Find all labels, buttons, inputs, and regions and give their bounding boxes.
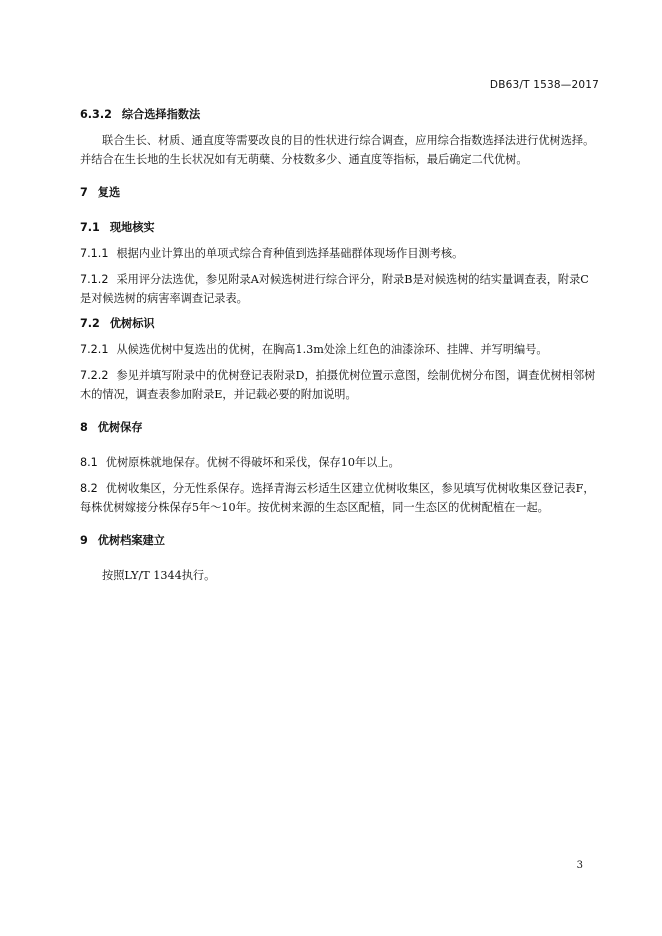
section-7-1-heading	[80, 218, 600, 237]
section-number: 9	[80, 534, 88, 547]
clause-text: 优树收集区，分无性系保存。选择青海云杉适生区建立优树收集区，参见填写优树收集区登记表F，每株优树嫁接分株保存5年～10年。按优树来源的生态区配植，同一生态区的优树配植在一起。	[80, 482, 595, 514]
section-9-body: 按照LY/T 1344执行。	[102, 569, 216, 582]
clause-7-2-2	[80, 366, 600, 404]
section-title: 综合选择指数法	[121, 108, 201, 121]
section-number: 7.2	[80, 317, 100, 330]
section-title: 优树保存	[97, 421, 143, 434]
clause-number: 7.2.2	[80, 369, 109, 382]
section-7-2-heading	[80, 314, 600, 333]
clause-8-1	[80, 453, 600, 472]
section-7-heading	[80, 183, 600, 202]
clause-number: 8.2	[80, 482, 98, 495]
clause-8-2	[80, 479, 600, 517]
section-number: 6.3.2	[80, 108, 112, 121]
section-6-3-2-heading	[80, 105, 600, 124]
clause-7-1-1	[80, 244, 600, 263]
section-title: 复选	[97, 186, 121, 199]
section-title: 优树档案建立	[97, 534, 165, 547]
page-number: 3	[576, 860, 583, 871]
clause-text: 参见并填写附录中的优树登记表附录D，拍摄优树位置示意图，绘制优树分布图，调查优树相邻树木的情况，调查表参加附录E，并记载必要的附加说明。	[80, 369, 596, 401]
clause-number: 7.1.1	[80, 247, 109, 260]
clause-text: 采用评分法选优，参见附录A对候选树进行综合评分，附录B是对候选树的结实量调查表，附录C是对候选树的病害率调查记录表。	[80, 273, 589, 305]
section-8-heading	[80, 418, 600, 437]
clause-text: 优树原株就地保存。优树不得破坏和采伐，保存10年以上。	[105, 456, 400, 469]
section-title: 优树标识	[109, 317, 155, 330]
clause-7-2-1	[80, 340, 600, 359]
section-6-3-2-body: 联合生长、材质、通直度等需要改良的目的性状进行综合调查，应用综合指数选择法进行优树选择。并结合在生长地的生长状况如有无萌蘖、分枝数多少、通直度等指标，最后确定二代优树。	[80, 134, 595, 166]
section-title: 现地核实	[109, 221, 155, 234]
clause-number: 7.2.1	[80, 343, 109, 356]
clause-number: 7.1.2	[80, 273, 109, 286]
section-number: 8	[80, 421, 88, 434]
clause-7-1-2	[80, 270, 600, 308]
clause-text: 从候选优树中复选出的优树，在胸高1.3m处涂上红色的油漆涂环、挂牌、并写明编号。	[116, 343, 548, 356]
section-number: 7.1	[80, 221, 100, 234]
clause-text: 根据内业计算出的单项式综合育种值到选择基础群体现场作目测考核。	[116, 247, 464, 260]
section-number: 7	[80, 186, 88, 199]
document-code: DB63/T 1538—2017	[489, 79, 599, 91]
clause-number: 8.1	[80, 456, 98, 469]
section-9-heading	[80, 531, 600, 550]
